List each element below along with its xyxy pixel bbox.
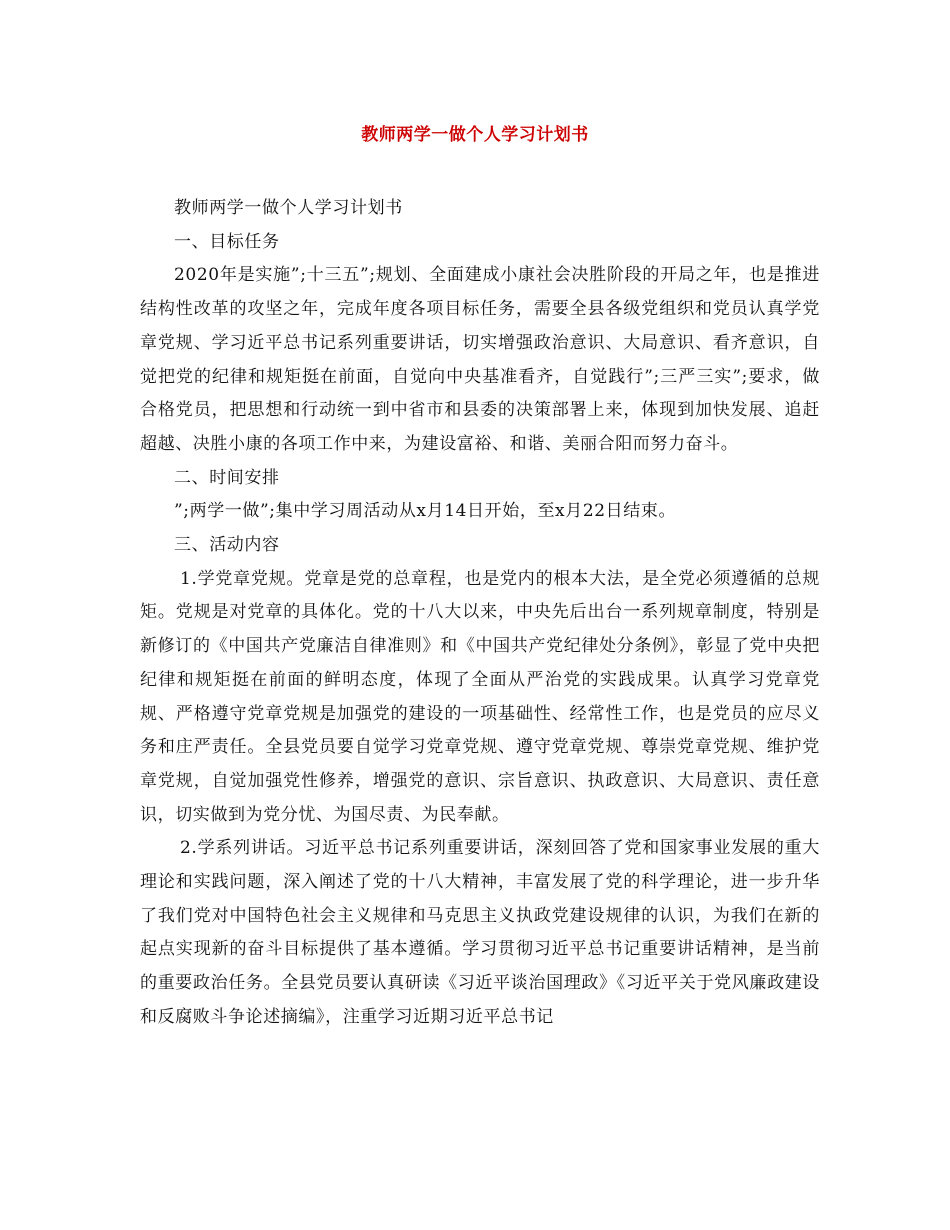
paragraph-party-rules: 1.学党章党规。党章是党的总章程，也是党内的根本大法，是全党必须遵循的总规矩。党规是对党章的具体化。党的十八大以来，中央先后出台一系列规章制度，特别是新修订的《中国共产党廉洁自律准则》和《中国共产党纪律处分条例》，彰显了党中央把纪律和规矩挺在前面的鲜明态度，体现了全面从严治党的实践成果。认真学习党章党规、严格遵守党章党规是加强党的建设的一项基础性、经常性工作，也是党员的应尽义务和庄严责任。全县党员要自觉学习党章党规、遵守党章党规、尊崇党章党规、维护党章党规，自觉加强党性修养，增强党的意识、宗旨意识、执政意识、大局意识、责任意识，切实做到为党分忧、为国尽责、为民奉献。 bbox=[140, 568, 820, 825]
document-title: 教师两学一做个人学习计划书 bbox=[361, 125, 589, 145]
heading-activities: 三、活动内容 bbox=[174, 535, 280, 556]
paragraph-speeches: 2.学系列讲话。习近平总书记系列重要讲话，深刻回答了党和国家事业发展的重大理论和实践问题，深入阐述了党的十八大精神，丰富发展了党的科学理论，进一步升华了我们党对中国特色社会主义规律和马克思主义执政党建设规律的认识，为我们在新的起点实现新的奋斗目标提供了基本遵循。学习贯彻习近平总书记重要讲话精神，是当前的重要政治任务。全县党员要认真研读《习近平谈治国理政》《习近平关于党风廉政建设和反腐败斗争论述摘编》，注重学习近期习近平总书记 bbox=[140, 838, 820, 1027]
document-body bbox=[140, 192, 820, 1035]
paragraph-schedule: ”;两学一做”;集中学习周活动从x月14日开始，至x月22日结束。 bbox=[174, 501, 677, 522]
paragraph-subtitle: 教师两学一做个人学习计划书 bbox=[174, 198, 403, 218]
paragraph-goals: 2020年是实施”;十三五”;规划、全面建成小康社会决胜阶段的开局之年，也是推进结构性改革的攻坚之年，完成年度各项目标任务，需要全县各级党组织和党员认真学党章党规、学习近平总书记系列重要讲话，切实增强政治意识、大局意识、看齐意识，自觉把党的纪律和规矩挺在前面，自觉向中央基准看齐，自觉践行”;三严三实”;要求，做合格党员，把思想和行动统一到中省市和县委的决策部署上来，体现到加快发展、追赶超越、决胜小康的各项工作中来，为建设富裕、和谐、美丽合阳而努力奋斗。 bbox=[140, 265, 820, 454]
heading-goals: 一、目标任务 bbox=[174, 231, 280, 252]
heading-schedule: 二、时间安排 bbox=[174, 467, 280, 488]
